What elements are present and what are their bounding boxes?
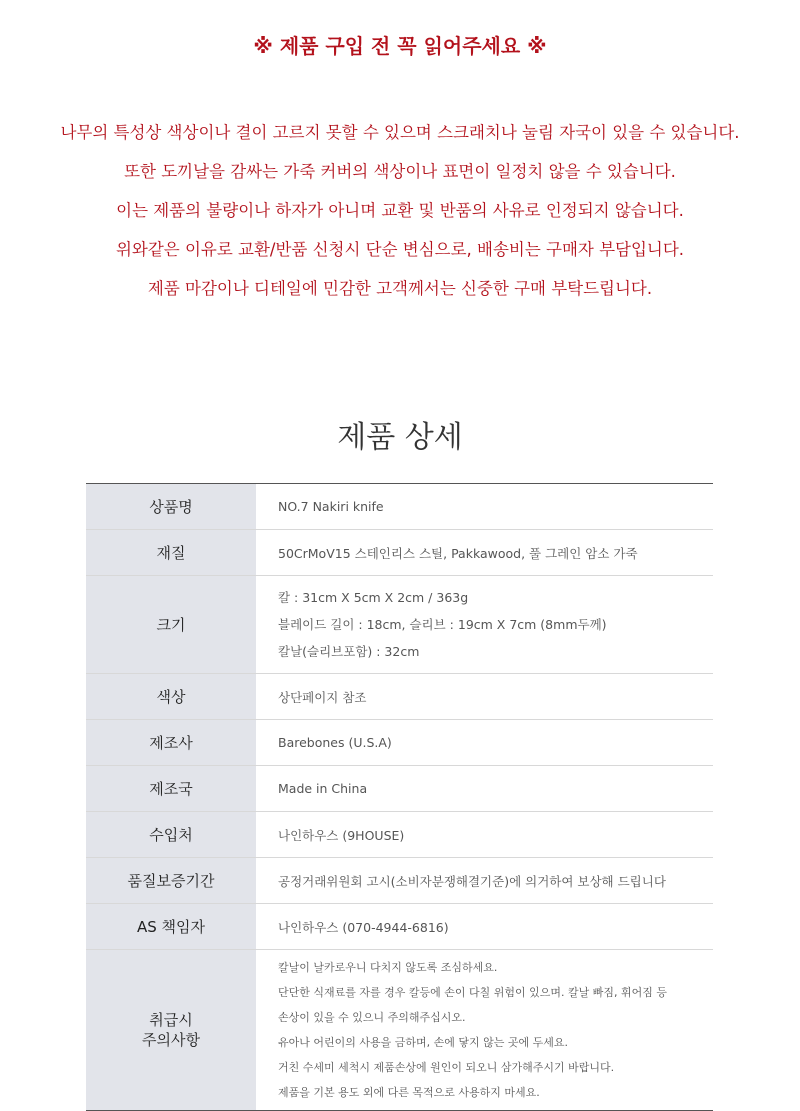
spec-label-line: 주의사항 — [142, 1031, 200, 1049]
spec-label: 색상 — [86, 674, 256, 720]
spec-label: 재질 — [86, 530, 256, 576]
spec-label — [86, 950, 256, 1111]
spec-value-line: 블레이드 길이 : 18cm, 슬리브 : 19cm X 7cm (8mm두께) — [278, 617, 607, 632]
spec-value — [256, 674, 713, 720]
spec-row-as-contact — [86, 904, 713, 950]
spec-value-line: 공정거래위원회 고시(소비자분쟁해결기준)에 의거하여 보상해 드립니다 — [278, 873, 666, 889]
spec-value-line: 50CrMoV15 스테인리스 스틸, Pakkawood, 풀 그레인 암소 가죽 — [278, 545, 638, 561]
notice-line: 제품 마감이나 디테일에 민감한 고객께서는 신중한 구매 부탁드립니다. — [147, 279, 653, 298]
spec-value-line: 나인하우스 (9HOUSE) — [278, 827, 405, 843]
spec-label: 제조국 — [86, 766, 256, 812]
spec-row-warranty — [86, 858, 713, 904]
notice-line: 위와같은 이유로 교환/반품 신청시 단순 변심으로, 배송비는 구매자 부담입니다. — [115, 240, 685, 259]
spec-row-product-name — [86, 484, 713, 530]
notice-line: 이는 제품의 불량이나 하자가 아니며 교환 및 반품의 사유로 인정되지 않습니다. — [116, 201, 684, 220]
spec-label: 크기 — [86, 576, 256, 674]
spec-label-line: 취급시 — [149, 1011, 193, 1029]
spec-value-line: 단단한 식재료를 자를 경우 칼등에 손이 다칠 위험이 있으며. 칼날 빠짐, 휘어짐 등 — [278, 986, 667, 999]
spec-row-material — [86, 530, 713, 576]
spec-value — [256, 720, 713, 766]
spec-value-line: 나인하우스 (070-4944-6816) — [278, 919, 449, 935]
spec-value-line: 칼날(슬리브포함) : 32cm — [278, 644, 420, 659]
spec-row-size — [86, 576, 713, 674]
spec-value-line: 칼날이 날카로우니 다치지 않도록 조심하세요. — [278, 961, 498, 974]
section-title: 제품 상세 — [337, 420, 463, 455]
spec-label: AS 책임자 — [86, 904, 256, 950]
spec-label: 제조사 — [86, 720, 256, 766]
spec-value-line: 칼 : 31cm X 5cm X 2cm / 363g — [278, 590, 469, 605]
spec-value — [256, 484, 713, 530]
spec-label: 품질보증기간 — [86, 858, 256, 904]
spec-value-line: Made in China — [278, 781, 368, 796]
spec-row-color — [86, 674, 713, 720]
spec-value — [256, 904, 713, 950]
spec-row-manufacturer — [86, 720, 713, 766]
spec-value-line: 유아나 어린이의 사용을 금하며, 손에 닿지 않는 곳에 두세요. — [278, 1036, 568, 1049]
spec-value-line: 상단페이지 참조 — [278, 689, 367, 705]
spec-label: 수입처 — [86, 812, 256, 858]
notice-line: 또한 도끼날을 감싸는 가죽 커버의 색상이나 표면이 일정치 않을 수 있습니다. — [124, 162, 676, 181]
spec-value-line: 제품을 기본 용도 외에 다른 목적으로 사용하지 마세요. — [278, 1086, 540, 1099]
spec-row-importer — [86, 812, 713, 858]
spec-value-line: Barebones (U.S.A) — [278, 735, 392, 750]
spec-value — [256, 576, 713, 674]
spec-value — [256, 766, 713, 812]
notice-title: ※ 제품 구입 전 꼭 읽어주세요 ※ — [253, 34, 547, 58]
spec-value-line: 거친 수세미 세척시 제품손상에 원인이 되오니 삼가해주시기 바랍니다. — [278, 1061, 615, 1074]
spec-table — [86, 483, 713, 1111]
spec-value-line: 손상이 있을 수 있으니 주의해주십시오. — [278, 1011, 466, 1024]
spec-value — [256, 858, 713, 904]
spec-value — [256, 950, 713, 1111]
spec-row-precautions — [86, 950, 713, 1111]
spec-value — [256, 530, 713, 576]
spec-label: 상품명 — [86, 484, 256, 530]
notice-body — [0, 113, 800, 308]
spec-value — [256, 812, 713, 858]
spec-row-country — [86, 766, 713, 812]
spec-value-line: NO.7 Nakiri knife — [278, 499, 384, 514]
notice-line: 나무의 특성상 색상이나 결이 고르지 못할 수 있으며 스크래치나 눌림 자국이 있을 수 있습니다. — [60, 123, 740, 142]
